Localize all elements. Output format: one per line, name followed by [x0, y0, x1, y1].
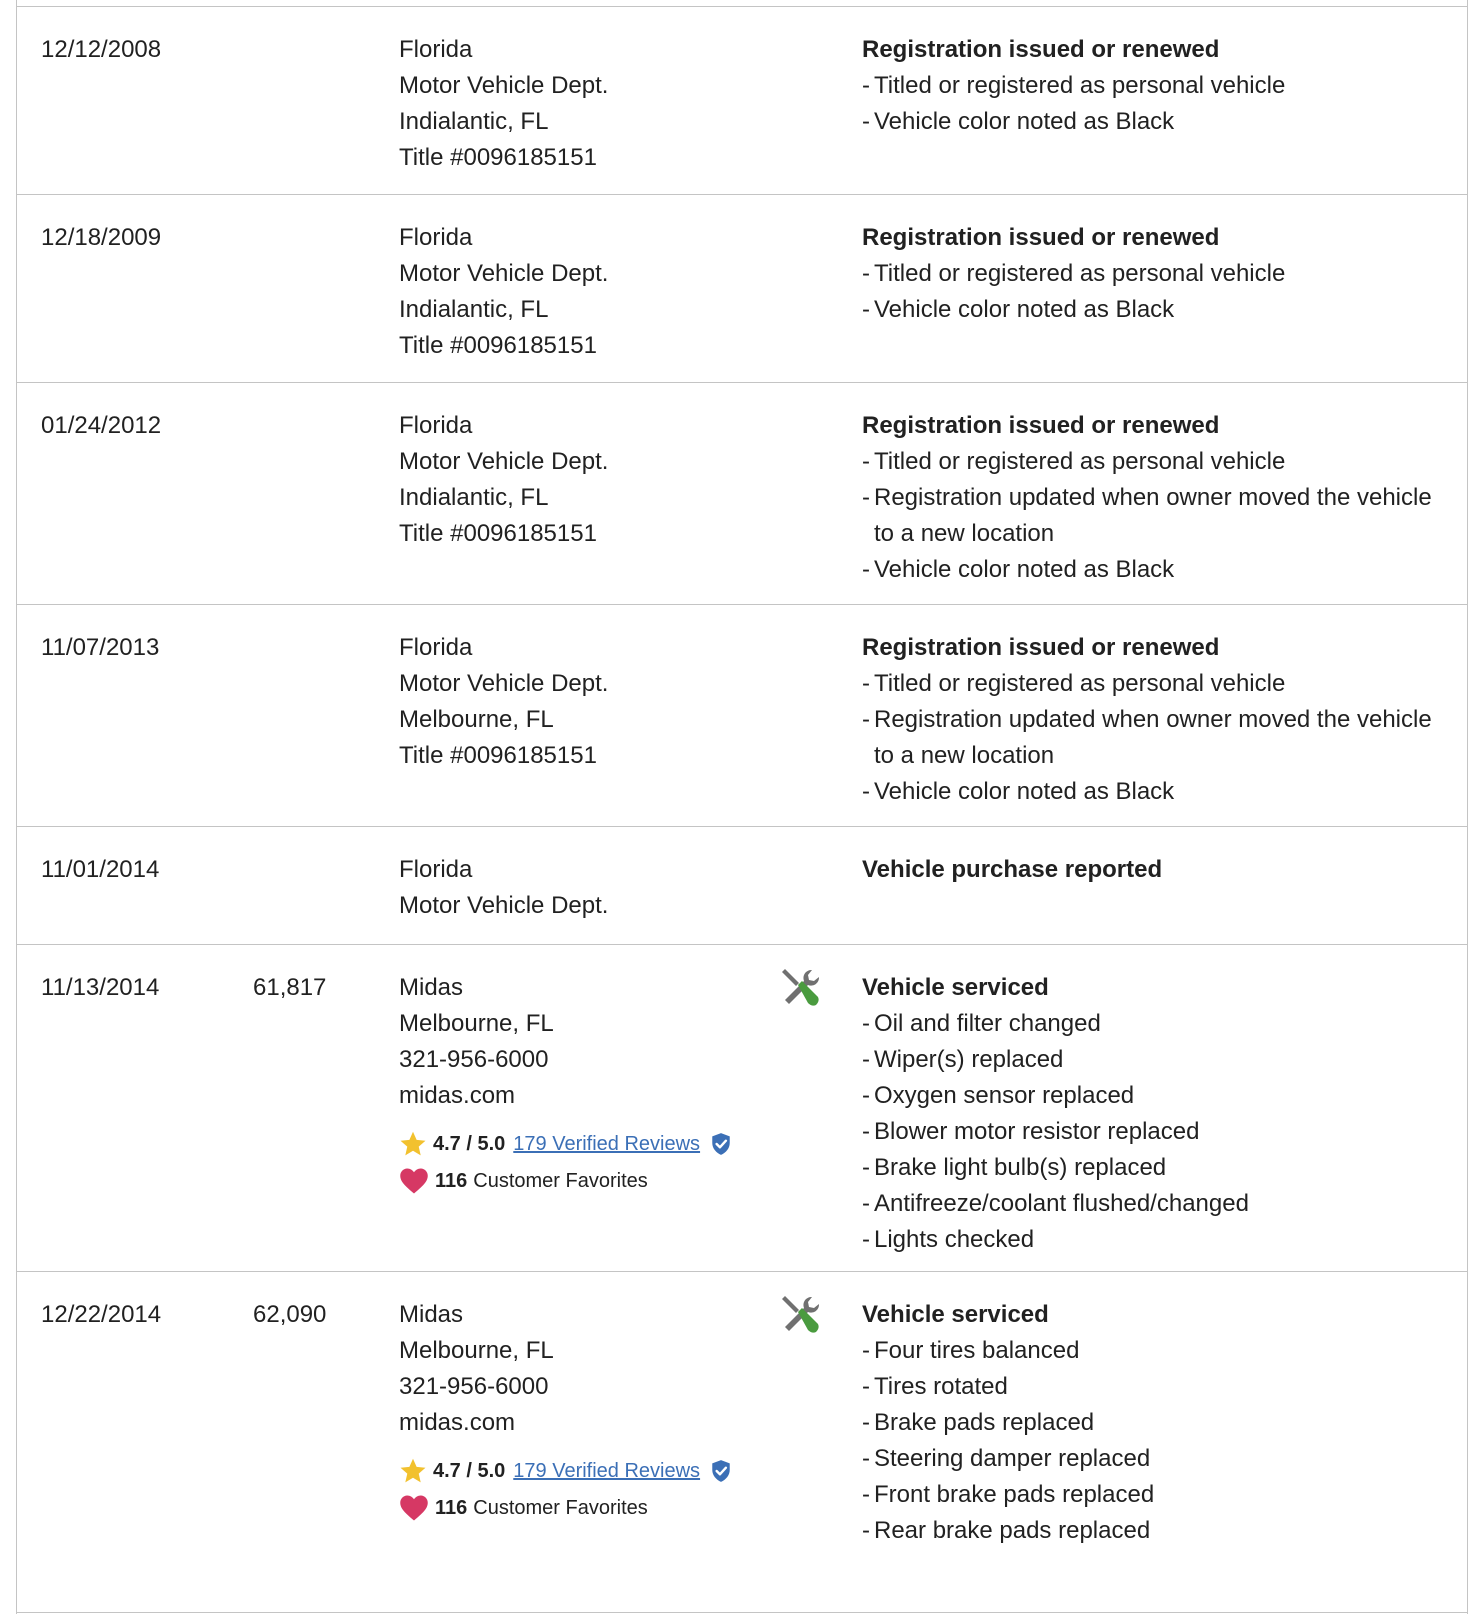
detail-text: Lights checked — [874, 1226, 1035, 1253]
detail-item — [862, 1477, 1452, 1513]
star-icon — [399, 1130, 427, 1158]
record-details — [862, 408, 1452, 588]
detail-text: Vehicle color noted as Black — [874, 778, 1175, 805]
heart-icon — [399, 1167, 429, 1195]
record-date: 11/07/2013 — [41, 634, 160, 661]
verified-shield-icon — [710, 1132, 732, 1156]
detail-item — [862, 552, 1452, 588]
detail-item — [862, 256, 1452, 292]
source-line: midas.com — [399, 1409, 516, 1436]
source-line: Florida — [399, 412, 473, 439]
bullet-dash: - — [862, 1010, 870, 1037]
source-line: midas.com — [399, 1082, 516, 1109]
event-title: Registration issued or renewed — [862, 36, 1220, 63]
detail-text: Oxygen sensor replaced — [874, 1082, 1135, 1109]
rating-score: 4.7 / 5.0 — [433, 1460, 506, 1482]
detail-text: Rear brake pads replaced — [874, 1517, 1151, 1544]
bullet-dash: - — [862, 1226, 870, 1253]
record-date: 11/13/2014 — [41, 974, 160, 1001]
source-line: Midas — [399, 1301, 464, 1328]
source-line: Melbourne, FL — [399, 1337, 554, 1364]
detail-item — [862, 68, 1452, 104]
record-date: 01/24/2012 — [41, 412, 162, 439]
bullet-dash: - — [862, 1481, 870, 1508]
event-title: Vehicle purchase reported — [862, 856, 1163, 883]
source-line: 321-956-6000 — [399, 1373, 549, 1400]
bullet-dash: - — [862, 72, 870, 99]
detail-text: Brake light bulb(s) replaced — [874, 1154, 1167, 1181]
detail-text: Oil and filter changed — [874, 1010, 1101, 1037]
bullet-dash: - — [862, 1154, 870, 1181]
detail-item — [862, 1369, 1452, 1405]
heart-icon — [399, 1494, 429, 1522]
odometer-reading: 61,817 — [253, 974, 327, 1001]
bullet-dash: - — [862, 1445, 870, 1472]
source-line: Midas — [399, 974, 464, 1001]
detail-text: Wiper(s) replaced — [874, 1046, 1064, 1073]
source-line: Florida — [399, 634, 473, 661]
detail-item — [862, 1513, 1452, 1549]
detail-item — [862, 104, 1452, 140]
detail-item — [862, 1333, 1452, 1369]
record-date: 11/01/2014 — [41, 856, 160, 883]
record-date: 12/12/2008 — [41, 36, 162, 63]
bullet-dash: - — [862, 1082, 870, 1109]
source-line: Florida — [399, 36, 473, 63]
record-details — [862, 970, 1452, 1258]
star-icon — [399, 1457, 427, 1485]
bullet-dash: - — [862, 1046, 870, 1073]
source-line: Indialantic, FL — [399, 296, 549, 323]
detail-text: Vehicle color noted as Black — [874, 556, 1175, 583]
record-details — [862, 220, 1452, 328]
service-icon-cell — [779, 966, 823, 1010]
bullet-dash: - — [862, 778, 870, 805]
bullet-dash: - — [862, 1337, 870, 1364]
history-row — [17, 826, 1467, 944]
history-row — [17, 604, 1467, 826]
detail-item — [862, 1441, 1452, 1477]
detail-item — [862, 1006, 1452, 1042]
detail-text: Registration updated when owner moved the vehicle to a new location — [874, 706, 1432, 769]
bullet-dash: - — [862, 448, 870, 475]
event-title: Registration issued or renewed — [862, 412, 1220, 439]
bullet-dash: - — [862, 260, 870, 287]
event-title: Registration issued or renewed — [862, 224, 1220, 251]
detail-text: Titled or registered as personal vehicle — [874, 670, 1286, 697]
record-details — [862, 32, 1452, 140]
detail-text: Front brake pads replaced — [874, 1481, 1155, 1508]
event-title: Vehicle serviced — [862, 974, 1049, 1001]
bullet-dash: - — [862, 1517, 870, 1544]
bullet-dash: - — [862, 556, 870, 583]
favorites-label: Customer Favorites — [473, 1170, 648, 1192]
source-line: Motor Vehicle Dept. — [399, 260, 609, 287]
bullet-dash: - — [862, 296, 870, 323]
detail-text: Vehicle color noted as Black — [874, 108, 1175, 135]
customer-favorites — [399, 1162, 779, 1200]
favorites-count: 116 — [435, 1170, 468, 1192]
source-line: Motor Vehicle Dept. — [399, 448, 609, 475]
detail-text: Registration updated when owner moved the vehicle to a new location — [874, 484, 1432, 547]
detail-text: Titled or registered as personal vehicle — [874, 72, 1286, 99]
record-date: 12/22/2014 — [41, 1301, 162, 1328]
source-line: Title #0096185151 — [399, 144, 597, 171]
shop-rating — [399, 1453, 779, 1489]
bullet-dash: - — [862, 706, 870, 733]
customer-favorites — [399, 1489, 779, 1527]
source-line: Title #0096185151 — [399, 332, 597, 359]
favorites-label: Customer Favorites — [473, 1497, 648, 1519]
source-line: Indialantic, FL — [399, 484, 549, 511]
detail-text: Tires rotated — [874, 1373, 1008, 1400]
detail-item — [862, 1114, 1452, 1150]
detail-item — [862, 1405, 1452, 1441]
history-row — [17, 6, 1467, 194]
record-details — [862, 1297, 1452, 1549]
record-source — [399, 220, 779, 364]
detail-text: Vehicle color noted as Black — [874, 296, 1175, 323]
source-line: Title #0096185151 — [399, 742, 597, 769]
source-line: 321-956-6000 — [399, 1046, 549, 1073]
source-line: Title #0096185151 — [399, 520, 597, 547]
event-title: Registration issued or renewed — [862, 634, 1220, 661]
detail-text: Antifreeze/coolant flushed/changed — [874, 1190, 1249, 1217]
detail-text: Titled or registered as personal vehicle — [874, 260, 1286, 287]
detail-text: Four tires balanced — [874, 1337, 1080, 1364]
source-line: Indialantic, FL — [399, 108, 549, 135]
bullet-dash: - — [862, 1373, 870, 1400]
history-row — [17, 382, 1467, 604]
verified-reviews-link[interactable]: 179 Verified Reviews — [513, 1460, 701, 1482]
detail-item — [862, 774, 1452, 810]
detail-item — [862, 292, 1452, 328]
detail-text: Blower motor resistor replaced — [874, 1118, 1200, 1145]
bullet-dash: - — [862, 484, 870, 511]
bullet-dash: - — [862, 670, 870, 697]
record-source — [399, 1297, 779, 1527]
event-title: Vehicle serviced — [862, 1301, 1049, 1328]
detail-item — [862, 480, 1452, 552]
bullet-dash: - — [862, 1409, 870, 1436]
detail-item — [862, 666, 1452, 702]
verified-shield-icon — [710, 1459, 732, 1483]
row-divider — [17, 1612, 1467, 1613]
history-row — [17, 1271, 1467, 1612]
detail-text: Titled or registered as personal vehicle — [874, 448, 1286, 475]
odometer-reading: 62,090 — [253, 1301, 327, 1328]
source-line: Melbourne, FL — [399, 1010, 554, 1037]
record-source — [399, 408, 779, 552]
detail-item — [862, 444, 1452, 480]
detail-text: Brake pads replaced — [874, 1409, 1095, 1436]
verified-reviews-link[interactable]: 179 Verified Reviews — [513, 1133, 701, 1155]
service-tools-icon — [779, 966, 823, 1010]
source-line: Motor Vehicle Dept. — [399, 892, 609, 919]
source-line: Florida — [399, 224, 473, 251]
detail-item — [862, 1150, 1452, 1186]
history-row — [17, 194, 1467, 382]
source-line: Melbourne, FL — [399, 706, 554, 733]
bullet-dash: - — [862, 108, 870, 135]
record-date: 12/18/2009 — [41, 224, 162, 251]
source-line: Motor Vehicle Dept. — [399, 72, 609, 99]
record-source — [399, 852, 779, 924]
bullet-dash: - — [862, 1118, 870, 1145]
rating-score: 4.7 / 5.0 — [433, 1133, 506, 1155]
detail-item — [862, 702, 1452, 774]
record-details — [862, 630, 1452, 810]
detail-text: Steering damper replaced — [874, 1445, 1151, 1472]
detail-item — [862, 1186, 1452, 1222]
bullet-dash: - — [862, 1190, 870, 1217]
service-icon-cell — [779, 1293, 823, 1337]
source-line: Motor Vehicle Dept. — [399, 670, 609, 697]
detail-item — [862, 1222, 1452, 1258]
history-row — [17, 944, 1467, 1271]
favorites-count: 116 — [435, 1497, 468, 1519]
record-source — [399, 970, 779, 1200]
source-line: Florida — [399, 856, 473, 883]
record-source — [399, 630, 779, 774]
vehicle-history-table — [16, 0, 1468, 1614]
service-tools-icon — [779, 1293, 823, 1337]
detail-item — [862, 1042, 1452, 1078]
record-details — [862, 852, 1452, 888]
detail-item — [862, 1078, 1452, 1114]
shop-rating — [399, 1126, 779, 1162]
record-source — [399, 32, 779, 176]
